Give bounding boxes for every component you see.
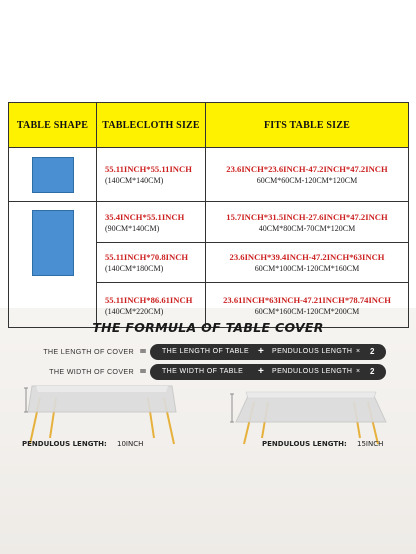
plus-sign: + <box>258 346 265 357</box>
fits-inch: 23.6INCH*39.4INCH-47.2INCH*63INCH <box>229 252 385 262</box>
plus-sign: + <box>258 366 265 377</box>
length-formula-pill <box>150 344 386 360</box>
table-illustration-icon <box>24 386 176 444</box>
width-formula-pill <box>150 364 386 380</box>
fits-size-cell <box>206 202 409 243</box>
fits-cm: 60CM*100CM-120CM*160CM <box>254 264 360 273</box>
length-of-table-text: THE LENGTH OF TABLE <box>162 348 250 355</box>
pendulous-length-text: PENDULOUS LENGTH <box>272 348 353 355</box>
pendulous-length-value: 10INCH <box>116 440 144 448</box>
pendulous-length-long <box>262 440 383 448</box>
width-formula-row <box>0 364 416 380</box>
rectangle-table-shape-icon <box>32 210 74 276</box>
equals-sign: = <box>139 347 147 357</box>
fits-size-cell <box>206 148 409 202</box>
top-background <box>0 0 416 98</box>
tablecloth-cm: (140CM*140CM) <box>105 176 164 185</box>
table-header-row <box>9 103 409 148</box>
tablecloth-size-cell <box>97 243 206 283</box>
pendulous-length-short <box>22 440 143 448</box>
header-fits-table-size: FITS TABLE SIZE <box>206 103 409 148</box>
table-row <box>9 202 409 243</box>
fits-cm: 40CM*80CM-70CM*120CM <box>258 223 356 233</box>
fits-inch: 15.7INCH*31.5INCH-27.6INCH*47.2INCH <box>226 211 388 222</box>
pendulous-length-label: PENDULOUS LENGTH: <box>262 440 347 448</box>
header-tablecloth-size: TABLECLOTH SIZE <box>97 103 206 148</box>
header-table-shape: TABLE SHAPE <box>9 103 97 148</box>
width-of-cover-label: THE WIDTH OF COVER <box>49 367 134 376</box>
table-row <box>9 148 409 202</box>
pendulous-length-text: PENDULOUS LENGTH <box>272 368 353 375</box>
pendulous-length-value: 15INCH <box>356 440 384 448</box>
tablecloth-inch: 55.11INCH*70.8INCH <box>105 252 189 262</box>
tablecloth-inch: 35.4INCH*55.1INCH <box>105 211 185 222</box>
tablecloth-inch: 55.11INCH*55.11INCH <box>105 164 192 174</box>
fits-cm: 60CM*60CM-120CM*120CM <box>256 176 358 185</box>
fits-inch: 23.6INCH*23.6INCH-47.2INCH*47.2INCH <box>226 164 388 174</box>
fits-inch: 23.61INCH*63INCH-47.21INCH*78.74INCH <box>223 294 391 305</box>
times-sign: × <box>356 348 361 355</box>
length-formula-row <box>0 344 416 360</box>
pendulous-length-label: PENDULOUS LENGTH: <box>22 440 107 448</box>
fits-cm: 60CM*160CM-120CM*200CM <box>254 306 360 316</box>
length-of-cover-label: THE LENGTH OF COVER <box>43 347 134 356</box>
shape-cell-rectangle <box>9 202 97 328</box>
formula-title: THE FORMULA OF TABLE COVER <box>92 320 324 335</box>
tablecloth-cm: (140CM*220CM) <box>105 306 164 316</box>
equals-sign: = <box>139 367 147 377</box>
tablecloth-size-cell <box>97 148 206 202</box>
tablecloth-size-cell <box>97 202 206 243</box>
square-table-shape-icon <box>32 157 74 193</box>
tablecloth-cm: (90CM*140CM) <box>105 223 160 233</box>
shape-cell-square <box>9 148 97 202</box>
tablecloth-cm: (140CM*180CM) <box>105 264 164 273</box>
size-chart-table <box>8 102 409 328</box>
tablecloth-inch: 55.11INCH*86.61INCH <box>105 294 193 305</box>
table-illustration-icon <box>230 392 386 444</box>
fits-size-cell <box>206 243 409 283</box>
width-of-table-text: THE WIDTH OF TABLE <box>162 368 244 375</box>
multiplier-two: 2 <box>370 347 375 356</box>
multiplier-two: 2 <box>370 367 375 376</box>
times-sign: × <box>356 368 361 375</box>
